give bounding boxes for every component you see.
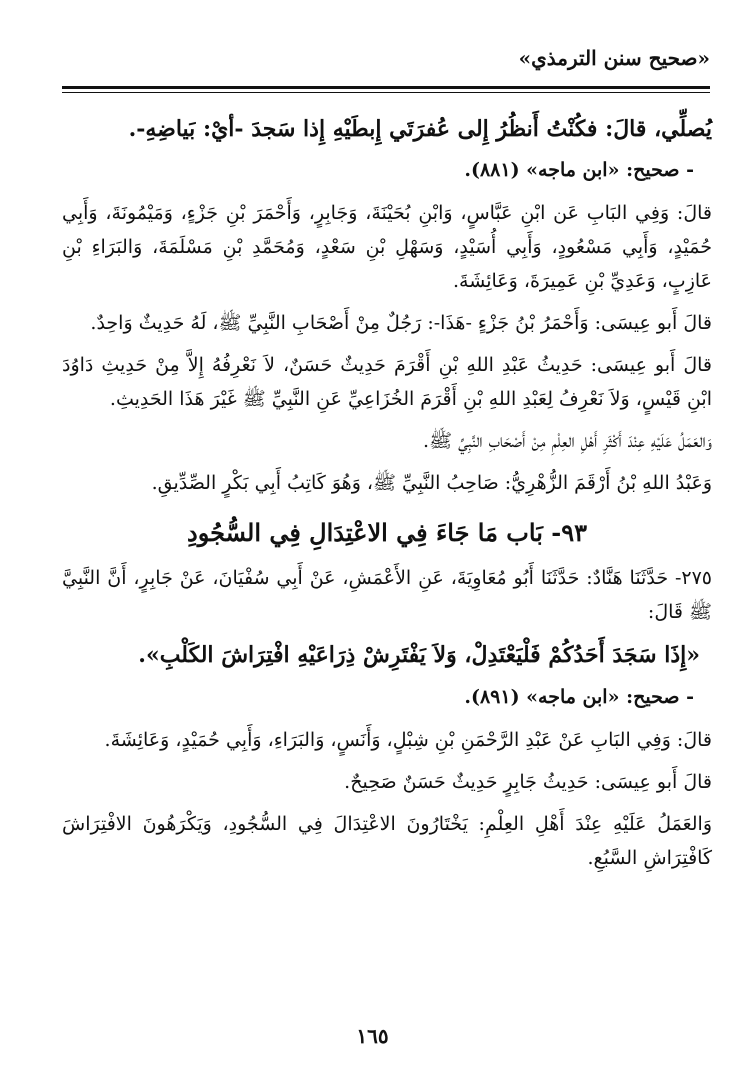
paragraph: قالَ أَبو عِيسَى: حَدِيثُ جَابِرٍ حَدِيثٌ حَسَنٌ صَحِيحٌ. [344,771,712,793]
running-header: «صحيح سنن الترمذي» [518,46,710,70]
chapter-heading: ٩٣- بَاب مَا جَاءَ فِي الاعْتِدَالِ فِي السُّجُودِ [187,518,587,547]
paragraph: قالَ: وَفِي البَابِ عَن ابْنِ عَبَّاسٍ، وَابْنِ بُحَيْنَةَ، وَجَابِرٍ، وَأَحْمَرَ بْنِ جَزْءٍ، وَمَيْمُونَةَ، وَأَبِي حُمَيْدٍ، وَأَبِي مَسْعُودٍ، وَأَبِي أُسَيْدٍ، وَسَهْلِ بْنِ سَعْدٍ، وَمُحَمَّدِ بْنِ مَسْلَمَةَ، وَالبَرَاءِ بْنِ عَازِبٍ، وَعَدِيِّ بْنِ عَمِيرَةَ، وَعَائِشَةَ. [62,202,712,292]
paragraph: وَعَبْدُ اللهِ بْنُ أَرْقَمَ الزُّهْرِيُّ: صَاحِبُ النَّبِيِّ ﷺ، وَهُوَ كَاتِبُ أَبِي بَكْرٍ الصِّدِّيقِ. [151,472,712,494]
page-body [62,112,712,883]
paragraph: قالَ أَبو عِيسَى: حَدِيثُ عَبْدِ اللهِ بْنِ أَقْرَمَ حَدِيثٌ حَسَنٌ، لاَ نَعْرِفُهُ إِلاَّ مِنْ حَدِيثِ دَاوُدَ ابْنِ قَيْسٍ، وَلاَ نَعْرِفُ لِعَبْدِ اللهِ بْنِ أَقْرَمَ الخُزَاعِيِّ عَنِ النَّبِيِّ ﷺ غَيْرَ هَذَا الحَدِيثِ. [62,354,712,410]
grading-note: - صحيح: «ابن ماجه» (٨٩١). [464,686,694,708]
paragraph: وَالعَمَلُ عَلَيْهِ عِنْدَ أَكْثَرِ أَهْلِ العِلْمِ مِنْ أَصْحَابِ النَّبِيِّ ﷺ. [423,430,712,452]
header-rule-thick [62,86,710,89]
paragraph: قالَ: وَفِي البَابِ عَنْ عَبْدِ الرَّحْمَنِ بْنِ شِبْلٍ، وَأَنَسٍ، وَالبَرَاءِ، وَأَبِي حُمَيْدٍ، وَعَائِشَةَ. [104,729,712,751]
page-number: ١٦٥ [356,1024,389,1048]
grading-note: - صحيح: «ابن ماجه» (٨٨١). [464,159,694,181]
paragraph: قالَ أَبو عِيسَى: وَأَحْمَرُ بْنُ جَزْءٍ -هَذَا-: رَجُلٌ مِنْ أَصْحَابِ النَّبِيِّ ﷺ، لَهُ حَدِيثٌ وَاحِدٌ. [90,312,712,334]
header-rule-thin [62,92,710,93]
paragraph: وَالعَمَلُ عَلَيْهِ عِنْدَ أَهْلِ العِلْمِ: يَخْتَارُونَ الاعْتِدَالَ فِي السُّجُودِ، وَيَكْرَهُونَ الافْتِرَاشَ كَافْتِرَاشِ السَّبُعِ. [62,813,712,869]
continuation-line: يُصلِّي، قالَ: فكُنْتُ أَنظُرُ إِلى عُفرَتَي إِبطَيْهِ إِذا سَجدَ -أيْ: بَياضِهِ-. [128,116,712,142]
hadith-isnad: ٢٧٥- حَدَّثَنَا هَنَّادٌ: حَدَّثَنَا أَبُو مُعَاوِيَةَ، عَنِ الأَعْمَشِ، عَنْ أَبِي سُفْيَانَ، عَنْ جَابِرٍ، أَنَّ النَّبِيَّ ﷺ قَالَ: [62,567,712,623]
hadith-matn: «إِذَا سَجَدَ أَحَدُكُمْ فَلْيَعْتَدِلْ، وَلاَ يَفْتَرِشْ ذِرَاعَيْهِ افْتِرَاشَ الكَلْبِ». [138,642,700,668]
